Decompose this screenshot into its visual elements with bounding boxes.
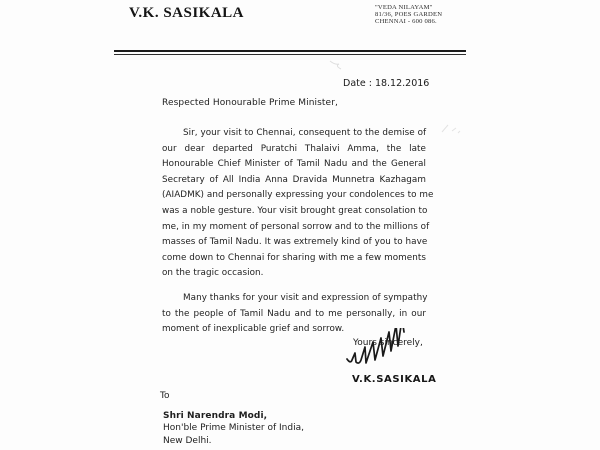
text-line: our dear departed Puratchi Thalaivi Amma, the late (162, 143, 426, 154)
text-line: on the tragic occasion. (162, 268, 264, 279)
text-line: masses of Tamil Nadu. It was extremely kind of you to have (162, 237, 428, 248)
letter-date: Date : 18.12.2016 (343, 78, 430, 89)
letter-paragraph-1 (162, 126, 434, 282)
text-line: Secretary of All India Anna Dravida Munnetra Kazhagam (162, 174, 426, 185)
recipient-name: Shri Narendra Modi, (163, 411, 268, 421)
letterhead-sender-name: V.K. SASIKALA (129, 5, 245, 21)
text-line: me, in my moment of personal sorrow and to the millions of (162, 221, 430, 232)
text-line: Honourable Chief Minister of Tamil Nadu and the General (162, 159, 426, 170)
letterhead-address-line: "VEDA NILAYAM" (375, 4, 433, 11)
text-line: come down to Chennai for sharing with me a few moments (162, 252, 426, 263)
letterhead-address-line: 81/36, POES GARDEN (375, 11, 443, 19)
text-line: Sir, your visit to Chennai, consequent to the demise of (183, 128, 427, 138)
text-line: was a noble gesture. Your visit brought great consolation to (162, 205, 428, 216)
handwritten-signature (344, 328, 408, 372)
letter-salutation: Respected Honourable Prime Minister, (162, 98, 338, 108)
recipient-city: New Delhi. (163, 435, 212, 446)
text-line: Many thanks for your visit and expression of sympathy (183, 293, 428, 303)
scan-smudge (440, 122, 462, 136)
text-line: (AIADMK) and personally expressing your condolences to me (162, 190, 434, 201)
recipient-title: Hon'ble Prime Minister of India, (163, 423, 304, 434)
text-line: moment of inexplicable grief and sorrow. (162, 324, 345, 335)
text-line: to the people of Tamil Nadu and to me personally, in our (162, 308, 426, 319)
letterhead-address-line: CHENNAI - 600 086. (375, 18, 437, 26)
scan-smudge (328, 58, 346, 70)
recipient-block (163, 410, 304, 447)
recipient-to-label: To (160, 391, 170, 401)
letterhead-address (375, 4, 442, 26)
letter-closing: Yours sincerely, (353, 338, 423, 348)
letterhead-divider-rule (114, 50, 466, 55)
signatory-name: V.K.SASIKALA (352, 374, 437, 385)
